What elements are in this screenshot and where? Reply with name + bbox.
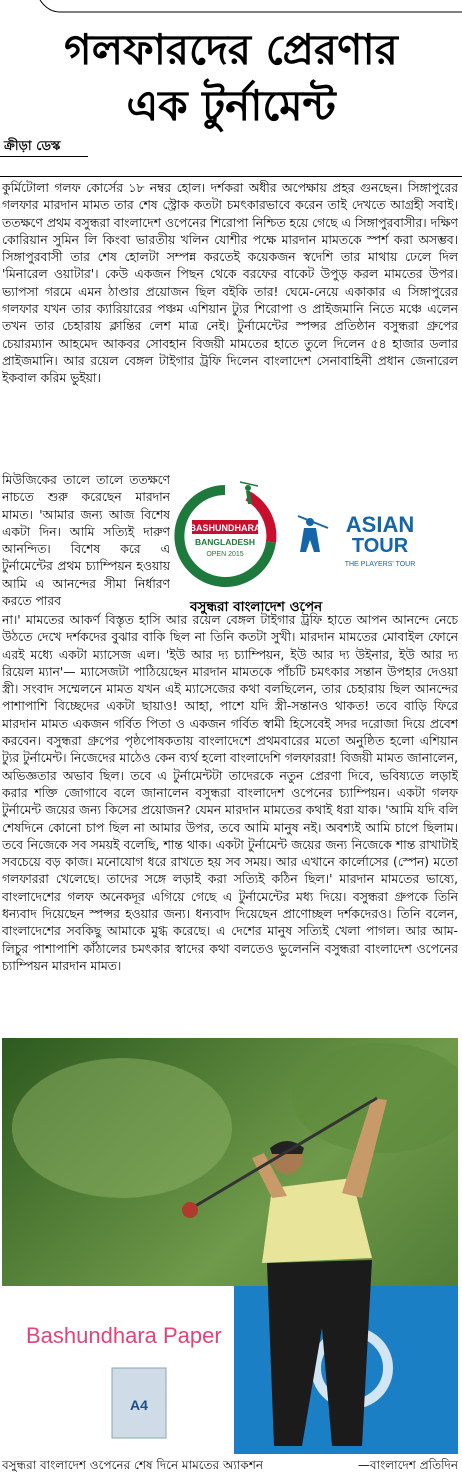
sponsor-banner-text: Bashundhara Paper: [26, 1323, 222, 1348]
top-border-curve: [0, 0, 462, 16]
byline: ক্রীড়া ডেস্ক: [4, 139, 61, 154]
asian-tour-logo: [298, 512, 415, 568]
golfer-photo: [2, 1038, 458, 1454]
photo-caption: [2, 1457, 460, 1477]
asian-tour-tagline: THE PLAYERS' TOUR: [344, 561, 416, 568]
article-paragraph-3: না।' মামতের আকর্ণ বিস্তৃত হাসি আর রয়েল বেঙ্গল টাইগার ট্রফি হাতে আপন আনন্দে নেচে উঠতে দেখে দর্শকদের বুঝার বাকি ছিল না তিনি কতটা সুখী। মারদান মামতের মোবাইল ফোনে এরই মধ্যে একটা ম্যাসেজ এল। 'ইউ আর দ্য চ্যাম্পিয়ন, ইউ আর দ্য উইনার, ইউ আর দ্য রিয়েল ম্যান'— ম্যাসেজটা পাঠিয়েছেন মারদান মামতকে পাঁচটি চমৎকার সন্তান উপহার দেওয়া স্ত্রী। সংবাদ সম্মেলনে মামত যখন এই ম্যাসেজের কথা বলছিলেন, তার চেহারায় ছিল আনন্দের পাশাপাশি বিচ্ছেদের একটা ছায়াও! আহা, পাশে যদি স্ত্রী-সন্তানও থাকত! তবে বাড়ি ফিরে মারদান মামত একজন গর্বিত পিতা ও একজন গর্বিত স্বামী হিসেবেই সদর দরোজা দিয়ে প্রবেশ করবেন। বসুন্ধরা গ্রুপের পৃষ্ঠপোষকতায় বাংলাদেশে প্রথমবারের মতো অনুষ্ঠিত হলো এশিয়ান ট্যুর টুর্নামেন্ট। নিজেদের মাঠেও কেন ব্যর্থ হলো বাংলাদেশি গলফাররা! বিজয়ী মামত জানালেন, অভিজ্ঞতার অভাব ছিল। তবে এ টুর্নামেন্টটা তাদেরকে নতুন প্রেরণা দিবে, ভবিষ্যতে লড়াই করার শক্তি জোগাবে বলে জানালেন বসুন্ধরা বাংলাদেশ ওপেনের চ্যাম্পিয়ন। একটা গলফ টুর্নামেন্ট জয়ের জন্য কিসের প্রয়োজন? যেমন মারদান মামতের কথাই ধরা যাক। 'আমি যদি বলি শেষদিনে কোনো চাপ ছিল না আমার উপর, তবে আমি মানুষ নই। অবশ্যই আমি চাপে ছিলাম। তবে নিজেকে সব সময়ই বলেছি, শান্ত থাক। একটা টুর্নামেন্ট জয়ের জন্য নিজেকে শান্ত রাখাটাই সবচেয়ে বড় কাজ। মনোযোগ ধরে রাখতে হয় সব সময়। আর এখানে কার্লোসের (স্পেন) মতো গলফাররা খেলেছে। তাদের সঙ্গে লড়াই করা সত্যিই কঠিন ছিল।' মারদান মামতের ভাষ্যে, বাংলাদেশের গলফ অনেকদূর এগিয়ে গেছে এ টুর্নামেন্টের মধ্য দিয়ে। বসুন্ধরা গ্রুপকে তিনি ধন্যবাদ দিয়েছেন স্পন্সর হওয়ার জন্য। ধন্যবাদ দিয়েছেন প্রাণোচ্ছল দর্শকদেরও। তিনি বলেন, বাংলাদেশের সবকিছু আমাকে মুগ্ধ করেছে। এ দেশের মানুষ সত্যিই খেলা পাগল। আর আম-লিচুর পাশাপাশি কাঁঠালের চমৎকার স্বাদের কথা বলতেও ভুলেননি বসুন্ধরা বাংলাদেশ ওপেনের চ্যাম্পিয়ন মারদান মামত।: [2, 613, 458, 973]
photo-credit: —বাংলাদেশ প্রতিদিন: [357, 1458, 458, 1472]
tournament-logos: [170, 472, 462, 612]
logo-text-bashundhara: BASHUNDHARA: [189, 523, 261, 533]
asian-tour-text-tour: TOUR: [351, 535, 409, 557]
asian-tour-text-asian: ASIAN: [345, 512, 415, 537]
logo-text-open2015: OPEN 2015: [206, 551, 244, 558]
asian-tour-golfer-icon: [298, 516, 328, 552]
article-paragraph-1: কুর্মিটোলা গলফ কোর্সের ১৮ নম্বর হোল। দর্শকরা অধীর অপেক্ষায় প্রহর গুনছেন। সিঙ্গাপুরের গলফার মারদান মামত তার শেষ স্ট্রোক কতটা চমৎকারভাবে করেন তাই দেখতে আগ্রহী সবাই। ততক্ষণে প্রথম বসুন্ধরা বাংলাদেশ ওপেনের শিরোপা নিশ্চিত হয়ে গেছে এ সিঙ্গাপুরবাসীর। দক্ষিণ কোরিয়ান সুমিন লি কিংবা ভারতীয় খলিন যোশীর পক্ষে মারদান মামতকে স্পর্শ করা অসম্ভব। সিঙ্গাপুরবাসী তার শেষ হোলটা সম্পন্ন করতেই কয়েকজন স্বদেশি তার মাথায় ঢেলে দিল 'মিনারেল ওয়াটার'। কেউ একজন পিছন থেকে বরফের বাকেট উপুড় করল মামতের উপর। ভ্যাপসা গরমে এমন ঠাণ্ডার প্রয়োজন ছিল বইকি তার! ঘেমে-নেয়ে একাকার এ সিঙ্গাপুরের গলফার যখন তার ক্যারিয়ারের পঞ্চম এশিয়ান ট্যুর শিরোপা ও প্রাইজমানি নিতে মঞ্চে এলেন তখন তার চেহারায় ক্লান্তির লেশ মাত্র নেই। টুর্নামেন্টের স্পন্সর প্রতিষ্ঠান বসুন্ধরা গ্রুপের চেয়ারম্যান আহমেদ আকবর সোবহান বিজয়ী মামতের হাতে তুলে দিলেন ৫৪ হাজার ডলার প্রাইজমানি। আর রয়েল বেঙ্গল টাইগার ট্রফি দিলেন বাংলাদেশ সেনাবাহিনী প্রধান জেনারেল ইকবাল করিম ভুইয়া।: [2, 181, 458, 386]
logos-graphic: [170, 472, 462, 594]
golfer-photo-graphic: [2, 1038, 458, 1454]
headline: [0, 22, 462, 134]
logo-text-bangladesh: BANGLADESH: [195, 537, 255, 547]
byline-rule: [0, 156, 88, 157]
logo-caption: বসুন্ধরা বাংলাদেশ ওপেন: [190, 599, 323, 615]
header-rule: [0, 176, 462, 177]
article-paragraph-2: মিউজিকের তালে তালে ততক্ষণে নাচতে শুরু করেছেন মারদান মামত। 'আমার জন্য আজ বিশেষ একটা দিন। আমি সত্যিই দারুণ আনন্দিত। বিশেষ করে এ টুর্নামেন্টের প্রথম চ্যাম্পিয়ন হওয়ায় আমি এ আনন্দের সীমা নির্ধারণ করতে পারব: [2, 473, 170, 609]
headline-line-2: এক টুর্নামেন্ট: [126, 81, 336, 130]
photo-caption-text: বসুন্ধরা বাংলাদেশ ওপেনের শেষ দিনে মামতের অ্যাকশন: [2, 1458, 263, 1472]
bashundhara-open-logo: [179, 482, 271, 582]
paper-box-text: A4: [130, 1397, 148, 1413]
headline-line-1: গলফারদের প্রেরণার: [64, 25, 398, 74]
